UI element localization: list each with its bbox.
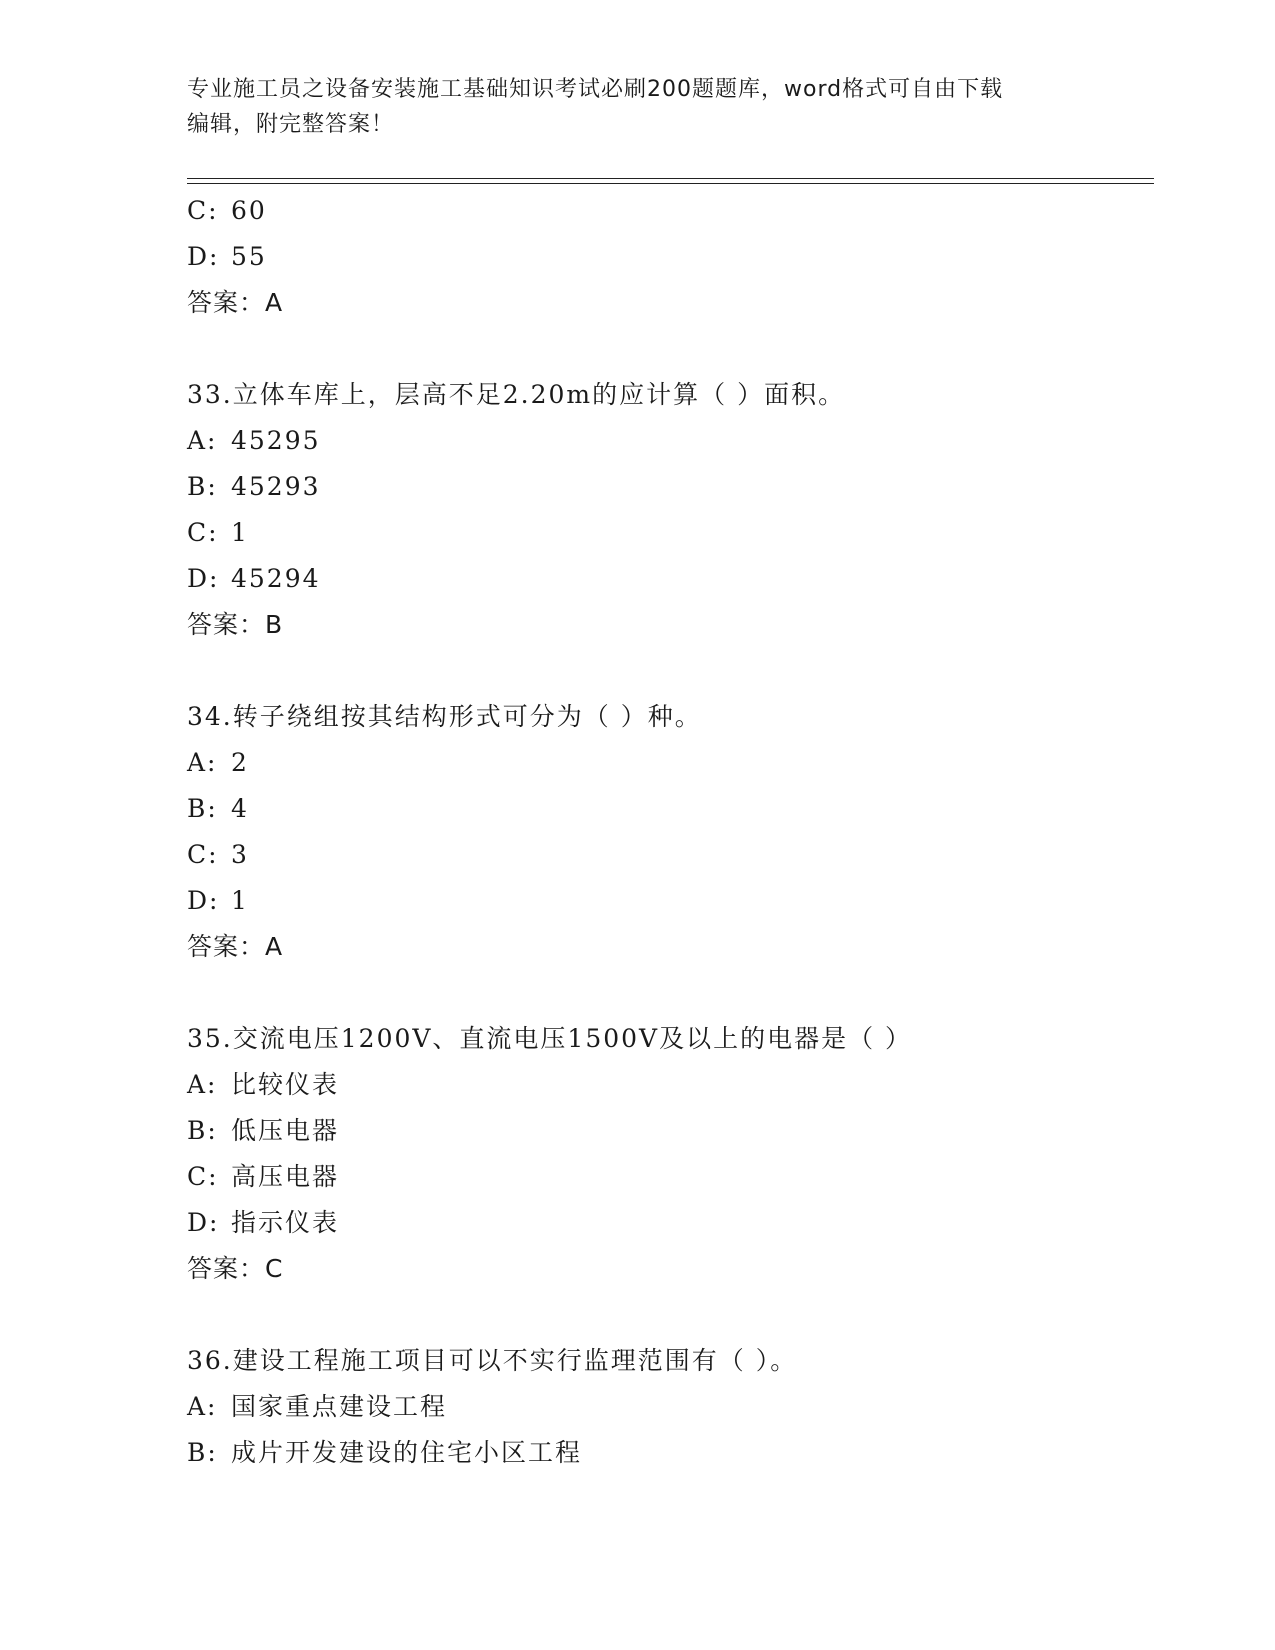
option-text: 2 [231,748,249,777]
option-text: 45294 [231,564,321,593]
option-row [187,740,1147,786]
option-key: A: [187,426,218,455]
option-key: C: [187,196,219,225]
question-block-35 [187,1016,1147,1292]
header-divider-bottom [187,183,1154,184]
question-stem: 35.交流电压1200V、直流电压1500V及以上的电器是（ ） [187,1024,913,1053]
option-row [187,878,1147,924]
spacer [187,1292,1147,1338]
spacer [187,648,1147,694]
option-row [187,786,1147,832]
option-row [187,188,1147,234]
document-header [187,72,1087,142]
question-stem: 36.建设工程施工项目可以不实行监理范围有（ ）。 [187,1346,798,1375]
prev-question-block [187,188,1147,326]
option-text: 1 [231,518,249,547]
question-block-34 [187,694,1147,970]
option-key: B: [187,1116,218,1145]
spacer [187,326,1147,372]
answer-line: 答案：A [187,288,284,317]
option-row [187,1430,1147,1476]
option-key: C: [187,518,219,547]
spacer [187,970,1147,1016]
option-key: C: [187,840,219,869]
option-key: B: [187,472,218,501]
option-text: 1 [231,886,249,915]
option-key: C: [187,1162,219,1191]
option-text: 高压电器 [231,1162,340,1191]
header-divider-top [187,178,1154,179]
option-key: A: [187,1070,218,1099]
option-text: 45295 [231,426,321,455]
option-row [187,234,1147,280]
option-text: 45293 [231,472,321,501]
question-stem: 33.立体车库上，层高不足2.20m的应计算（ ）面积。 [187,380,846,409]
option-text: 55 [231,242,267,271]
option-key: D: [187,564,220,593]
answer-line: 答案：B [187,610,284,639]
question-block-33 [187,372,1147,648]
option-row [187,464,1147,510]
option-row [187,832,1147,878]
option-key: D: [187,242,220,271]
option-text: 指示仪表 [231,1208,340,1237]
option-row [187,1108,1147,1154]
option-key: A: [187,748,218,777]
option-key: D: [187,886,220,915]
option-text: 60 [231,196,267,225]
option-text: 国家重点建设工程 [231,1392,448,1421]
option-key: B: [187,1438,218,1467]
question-stem: 34.转子绕组按其结构形式可分为（ ）种。 [187,702,702,731]
option-text: 3 [231,840,249,869]
option-text: 成片开发建设的住宅小区工程 [231,1438,583,1467]
option-row [187,556,1147,602]
option-text: 4 [231,794,249,823]
answer-line: 答案：A [187,932,284,961]
answer-line: 答案：C [187,1254,284,1283]
option-row [187,418,1147,464]
header-title-line-1: 专业施工员之设备安装施工基础知识考试必刷200题题库，word格式可自由下载 [187,77,1004,102]
option-row [187,1154,1147,1200]
option-row [187,510,1147,556]
option-row [187,1062,1147,1108]
header-title-line-2: 编辑，附完整答案！ [187,112,395,137]
option-text: 比较仪表 [231,1070,340,1099]
question-block-36 [187,1338,1147,1476]
question-list [187,188,1147,1476]
option-text: 低压电器 [231,1116,340,1145]
option-key: B: [187,794,218,823]
option-row [187,1200,1147,1246]
option-key: A: [187,1392,218,1421]
option-key: D: [187,1208,220,1237]
option-row [187,1384,1147,1430]
